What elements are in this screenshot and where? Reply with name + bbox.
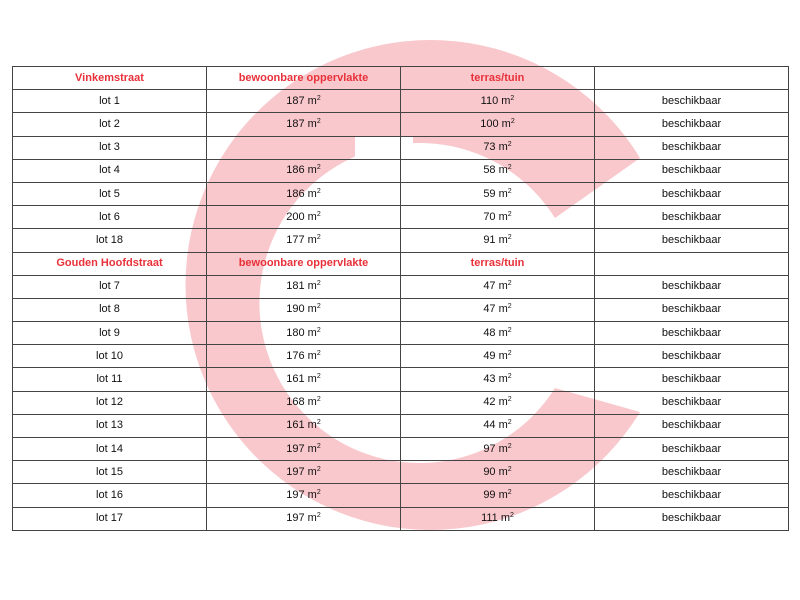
terrace-cell: 90 $m^2$ — [401, 461, 595, 484]
unit-superscript: 2 — [316, 465, 321, 473]
lot-cell: lot 11 — [13, 368, 207, 391]
terrace-cell: 42 $m^2$ — [401, 391, 595, 414]
header-terrace: terras/tuin — [401, 252, 595, 275]
status-cell: beschikbaar — [595, 345, 789, 368]
unit-superscript: 2 — [507, 187, 512, 195]
table-row — [13, 113, 789, 136]
unit-superscript: 2 — [316, 210, 321, 218]
terrace-cell: 73 $m^2$ — [401, 136, 595, 159]
unit-superscript: 2 — [510, 117, 515, 125]
unit-superscript: 2 — [316, 233, 321, 241]
unit-superscript: 2 — [316, 117, 321, 125]
header-status — [595, 252, 789, 275]
terrace-cell: 91 $m^2$ — [401, 229, 595, 252]
status-cell: beschikbaar — [595, 322, 789, 345]
terrace-cell: 100 $m^2$ — [401, 113, 595, 136]
header-street: Gouden Hoofdstraat — [13, 252, 207, 275]
status-cell: beschikbaar — [595, 368, 789, 391]
status-cell: beschikbaar — [595, 507, 789, 530]
header-living-area: bewoonbare oppervlakte — [207, 252, 401, 275]
unit-superscript: 2 — [507, 488, 512, 496]
area-cell: 186 $m^2$ — [207, 159, 401, 182]
status-cell: beschikbaar — [595, 90, 789, 113]
area-cell: 190 $m^2$ — [207, 298, 401, 321]
terrace-cell: 70 $m^2$ — [401, 206, 595, 229]
unit-superscript: 2 — [316, 488, 321, 496]
table-row — [13, 298, 789, 321]
unit-superscript: 2 — [510, 94, 515, 102]
lot-cell: lot 15 — [13, 461, 207, 484]
lot-cell: lot 18 — [13, 229, 207, 252]
unit-superscript: 2 — [507, 465, 512, 473]
area-cell: 186 $m^2$ — [207, 182, 401, 205]
unit-superscript: 2 — [507, 233, 512, 241]
area-cell: 187 $m^2$ — [207, 90, 401, 113]
lot-cell: lot 6 — [13, 206, 207, 229]
lot-cell: lot 4 — [13, 159, 207, 182]
status-cell: beschikbaar — [595, 159, 789, 182]
lot-cell: lot 1 — [13, 90, 207, 113]
unit-superscript: 2 — [507, 210, 512, 218]
area-cell: 177 $m^2$ — [207, 229, 401, 252]
table-row — [13, 322, 789, 345]
area-cell: 176 $m^2$ — [207, 345, 401, 368]
lot-cell: lot 17 — [13, 507, 207, 530]
status-cell: beschikbaar — [595, 391, 789, 414]
terrace-cell: 99 $m^2$ — [401, 484, 595, 507]
unit-superscript: 2 — [507, 419, 512, 427]
table-row — [13, 368, 789, 391]
unit-superscript: 2 — [507, 396, 512, 404]
unit-superscript: 2 — [316, 349, 321, 357]
terrace-cell: 111 $m^2$ — [401, 507, 595, 530]
area-cell — [207, 136, 401, 159]
area-cell: 180 $m^2$ — [207, 322, 401, 345]
unit-superscript: 2 — [507, 326, 512, 334]
lot-cell: lot 12 — [13, 391, 207, 414]
table-row — [13, 90, 789, 113]
unit-superscript: 2 — [316, 280, 321, 288]
header-terrace: terras/tuin — [401, 67, 595, 90]
area-cell: 197 $m^2$ — [207, 484, 401, 507]
status-cell: beschikbaar — [595, 229, 789, 252]
status-cell: beschikbaar — [595, 414, 789, 437]
lot-cell: lot 9 — [13, 322, 207, 345]
terrace-cell: 49 $m^2$ — [401, 345, 595, 368]
terrace-cell: 43 $m^2$ — [401, 368, 595, 391]
unit-superscript: 2 — [316, 512, 321, 520]
table-row — [13, 484, 789, 507]
lot-cell: lot 13 — [13, 414, 207, 437]
lot-cell: lot 7 — [13, 275, 207, 298]
table-row — [13, 414, 789, 437]
status-cell: beschikbaar — [595, 182, 789, 205]
header-status — [595, 67, 789, 90]
terrace-cell: 58 $m^2$ — [401, 159, 595, 182]
unit-superscript: 2 — [507, 141, 512, 149]
area-cell: 181 $m^2$ — [207, 275, 401, 298]
unit-superscript: 2 — [507, 373, 512, 381]
area-cell: 197 $m^2$ — [207, 438, 401, 461]
terrace-cell: 97 $m^2$ — [401, 438, 595, 461]
unit-superscript: 2 — [507, 280, 512, 288]
lot-cell: lot 16 — [13, 484, 207, 507]
table-row — [13, 391, 789, 414]
area-cell: 168 $m^2$ — [207, 391, 401, 414]
lot-cell: lot 5 — [13, 182, 207, 205]
area-cell: 197 $m^2$ — [207, 507, 401, 530]
table-row — [13, 229, 789, 252]
table-row — [13, 438, 789, 461]
area-cell: 161 $m^2$ — [207, 414, 401, 437]
section-header-row — [13, 252, 789, 275]
table-body — [13, 67, 789, 531]
table-row — [13, 461, 789, 484]
area-cell: 161 $m^2$ — [207, 368, 401, 391]
terrace-cell: 47 $m^2$ — [401, 298, 595, 321]
status-cell: beschikbaar — [595, 298, 789, 321]
unit-superscript: 2 — [316, 94, 321, 102]
unit-superscript: 2 — [316, 326, 321, 334]
terrace-cell: 48 $m^2$ — [401, 322, 595, 345]
status-cell: beschikbaar — [595, 206, 789, 229]
table-row — [13, 206, 789, 229]
table-row — [13, 136, 789, 159]
unit-superscript: 2 — [507, 442, 512, 450]
status-cell: beschikbaar — [595, 136, 789, 159]
terrace-cell: 59 $m^2$ — [401, 182, 595, 205]
lot-cell: lot 2 — [13, 113, 207, 136]
area-cell: 200 $m^2$ — [207, 206, 401, 229]
unit-superscript: 2 — [316, 419, 321, 427]
lot-cell: lot 14 — [13, 438, 207, 461]
lot-cell: lot 10 — [13, 345, 207, 368]
unit-superscript: 2 — [507, 164, 512, 172]
lot-cell: lot 3 — [13, 136, 207, 159]
status-cell: beschikbaar — [595, 113, 789, 136]
table-row — [13, 159, 789, 182]
table-row — [13, 507, 789, 530]
status-cell: beschikbaar — [595, 275, 789, 298]
table-row — [13, 345, 789, 368]
area-cell: 187 $m^2$ — [207, 113, 401, 136]
terrace-cell: 110 $m^2$ — [401, 90, 595, 113]
unit-superscript: 2 — [316, 303, 321, 311]
unit-superscript: 2 — [510, 512, 514, 520]
unit-superscript: 2 — [316, 164, 321, 172]
status-cell: beschikbaar — [595, 461, 789, 484]
unit-superscript: 2 — [316, 373, 321, 381]
unit-superscript: 2 — [316, 396, 321, 404]
unit-superscript: 2 — [507, 303, 512, 311]
lot-cell: lot 8 — [13, 298, 207, 321]
lots-table — [12, 66, 789, 531]
terrace-cell: 44 $m^2$ — [401, 414, 595, 437]
unit-superscript: 2 — [316, 187, 321, 195]
area-cell: 197 $m^2$ — [207, 461, 401, 484]
header-street: Vinkemstraat — [13, 67, 207, 90]
table-row — [13, 275, 789, 298]
unit-superscript: 2 — [316, 442, 321, 450]
status-cell: beschikbaar — [595, 484, 789, 507]
unit-superscript: 2 — [507, 349, 512, 357]
table-row — [13, 182, 789, 205]
section-header-row — [13, 67, 789, 90]
status-cell: beschikbaar — [595, 438, 789, 461]
header-living-area: bewoonbare oppervlakte — [207, 67, 401, 90]
terrace-cell: 47 $m^2$ — [401, 275, 595, 298]
